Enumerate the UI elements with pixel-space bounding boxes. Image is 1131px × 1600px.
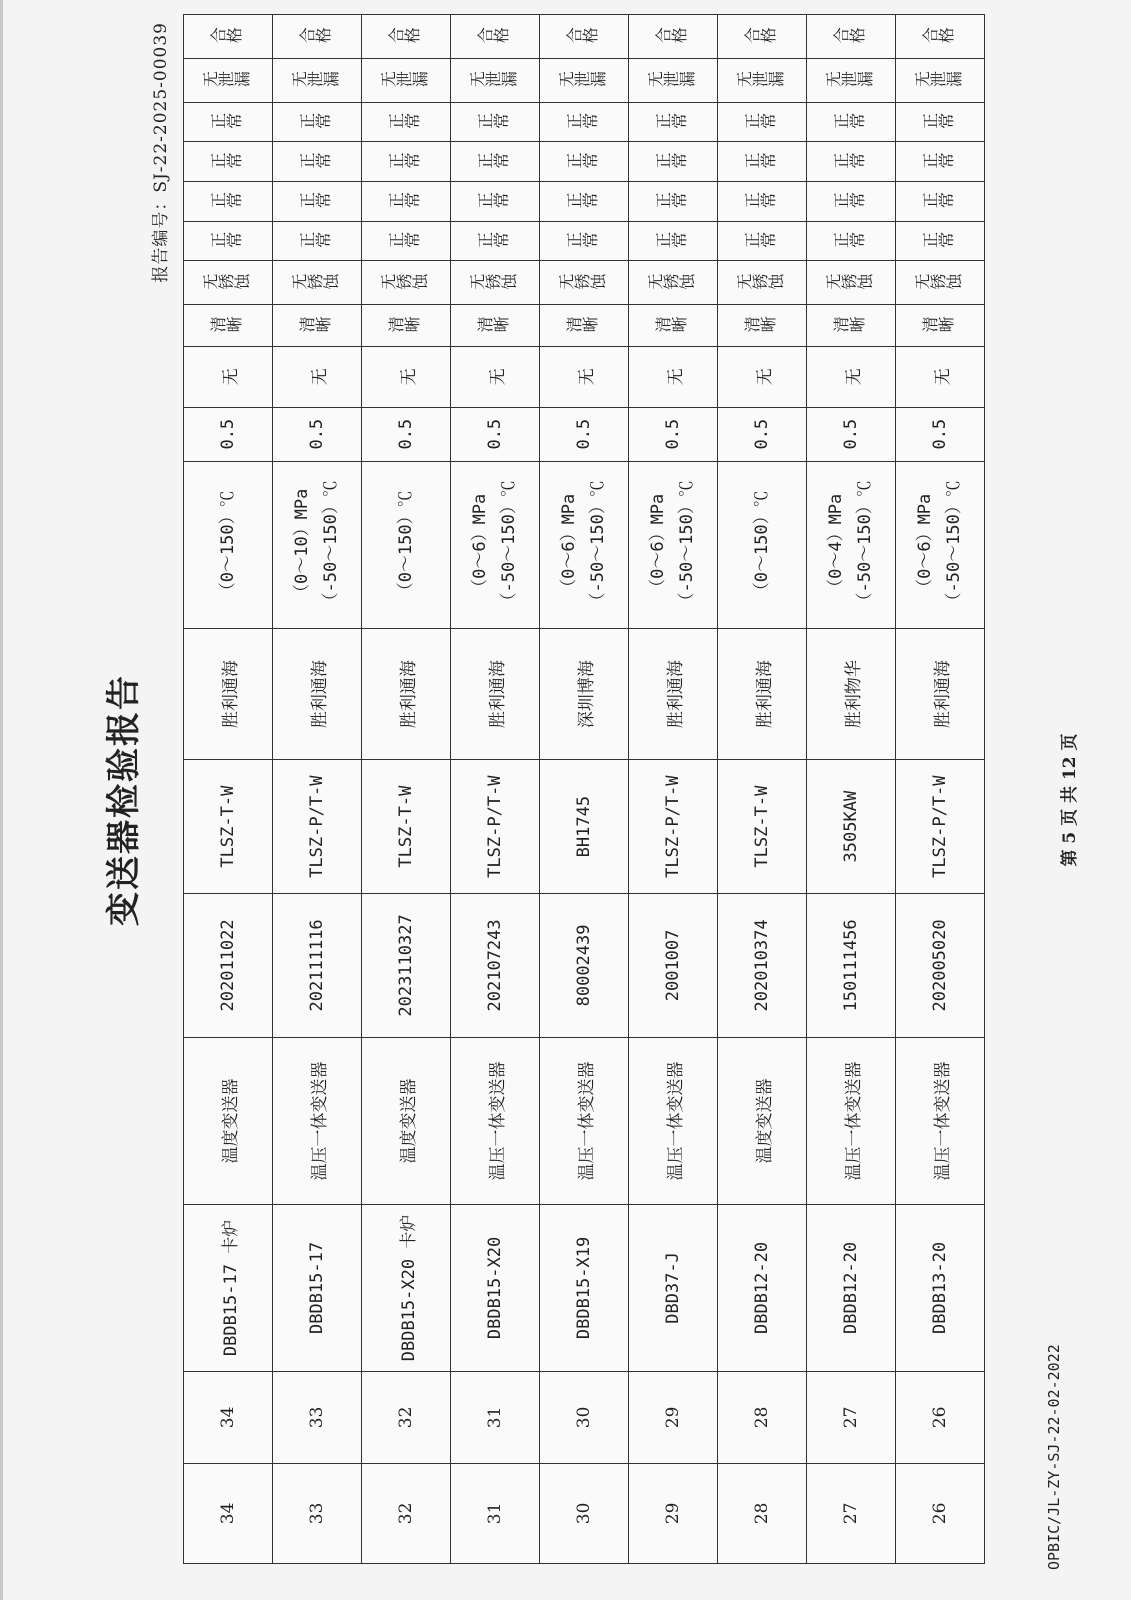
cell-c8	[184, 58, 273, 102]
cell-model: BH1745	[540, 760, 629, 894]
cell-c7	[807, 102, 896, 142]
cell-no_a: 26	[896, 1463, 985, 1563]
range-line: （0～10）MPa	[292, 488, 313, 602]
cell-text: 无泄漏	[468, 70, 517, 90]
cell-c2	[896, 305, 985, 347]
cell-c2	[540, 305, 629, 347]
cell-c8	[540, 58, 629, 102]
cell-range	[540, 461, 629, 628]
cell-text: 合格	[743, 26, 776, 46]
cell-c3	[629, 261, 718, 305]
page-number: 第 5 页 共 12 页	[1060, 733, 1080, 867]
cell-name: 温压一体变送器	[451, 1037, 540, 1204]
cell-text: 清晰	[832, 315, 865, 335]
table-row	[896, 15, 985, 1564]
cell-c9	[807, 15, 896, 59]
cell-c7	[629, 102, 718, 142]
cell-no_b: 26	[896, 1371, 985, 1463]
cell-text: 正常	[209, 191, 242, 211]
cell-model: TLSZ-P/T-W	[273, 760, 362, 894]
cell-model: 3505KAW	[807, 760, 896, 894]
cell-accuracy: 0.5	[184, 407, 273, 461]
cell-text: 无泄漏	[557, 70, 606, 90]
cell-text: 正常	[832, 152, 865, 171]
cell-text: 无锈蚀	[646, 273, 695, 293]
cell-text: 正常	[654, 112, 687, 132]
cell-c5	[273, 182, 362, 222]
range-line: （-50～150）℃	[855, 480, 875, 610]
cell-c7	[718, 102, 807, 142]
cell-c7	[540, 102, 629, 142]
cell-c6	[807, 142, 896, 182]
cell-text: 正常	[654, 191, 687, 211]
cell-text: 正常	[476, 112, 509, 132]
cell-model: TLSZ-P/T-W	[896, 760, 985, 894]
cell-text: 无泄漏	[201, 70, 250, 90]
cell-text: 正常	[654, 231, 687, 251]
cell-text: 无锈蚀	[735, 273, 784, 293]
cell-text: 正常	[209, 152, 242, 171]
cell-text: 清晰	[387, 315, 420, 335]
table-row	[184, 15, 273, 1564]
cell-maker: 胜利通海	[629, 628, 718, 760]
range-line: （0～6）MPa	[470, 493, 491, 596]
cell-model: TLSZ-T-W	[184, 760, 273, 894]
cell-no_b: 33	[273, 1371, 362, 1463]
cell-c4	[629, 221, 718, 261]
cell-text: 无泄漏	[646, 70, 695, 90]
cell-text: 正常	[298, 231, 331, 251]
cell-c6	[362, 142, 451, 182]
cell-c5	[896, 182, 985, 222]
cell-no_a: 27	[807, 1463, 896, 1563]
cell-c1: 无	[451, 347, 540, 408]
cell-serial: 202010374	[718, 893, 807, 1037]
cell-c9	[451, 15, 540, 59]
cell-c6	[540, 142, 629, 182]
cell-range	[451, 461, 540, 628]
cell-c3	[718, 261, 807, 305]
cell-name: 温度变送器	[362, 1037, 451, 1204]
cell-no_a: 30	[540, 1463, 629, 1563]
cell-c3	[273, 261, 362, 305]
cell-c9	[362, 15, 451, 59]
range-line: （0～6）MPa	[648, 493, 669, 596]
cell-serial: 2023110327	[362, 893, 451, 1037]
cell-range	[629, 461, 718, 628]
cell-c1: 无	[629, 347, 718, 408]
cell-tag: DBDB13-20	[896, 1204, 985, 1371]
cell-serial: 202107243	[451, 893, 540, 1037]
cell-c1: 无	[362, 347, 451, 408]
range-line: （-50～150）℃	[944, 480, 964, 610]
cell-no_a: 28	[718, 1463, 807, 1563]
cell-serial: 202011022	[184, 893, 273, 1037]
cell-c8	[273, 58, 362, 102]
cell-c2	[629, 305, 718, 347]
cell-c9	[540, 15, 629, 59]
report-number: 报告编号：SJ-22-2025-00039	[151, 22, 171, 283]
cell-c4	[896, 221, 985, 261]
cell-maker: 胜利通海	[362, 628, 451, 760]
cell-model: TLSZ-P/T-W	[629, 760, 718, 894]
table-row	[629, 15, 718, 1564]
cell-c6	[451, 142, 540, 182]
range-line: （-50～150）℃	[588, 480, 608, 610]
cell-c5	[807, 182, 896, 222]
cell-text: 无锈蚀	[824, 273, 873, 293]
cell-c5	[451, 182, 540, 222]
cell-c6	[896, 142, 985, 182]
cell-accuracy: 0.5	[629, 407, 718, 461]
cell-accuracy: 0.5	[451, 407, 540, 461]
cell-no_b: 27	[807, 1371, 896, 1463]
cell-text: 正常	[743, 152, 776, 171]
cell-name: 温压一体变送器	[896, 1037, 985, 1204]
cell-text: 无锈蚀	[913, 273, 962, 293]
cell-c8	[718, 58, 807, 102]
cell-text: 正常	[921, 152, 954, 171]
cell-text: 正常	[476, 231, 509, 251]
cell-text: 无锈蚀	[379, 273, 428, 293]
cell-c1: 无	[540, 347, 629, 408]
cell-c5	[184, 182, 273, 222]
cell-text: 正常	[565, 112, 598, 132]
cell-text: 清晰	[565, 315, 598, 335]
cell-c5	[629, 182, 718, 222]
cell-text: 正常	[565, 191, 598, 211]
cell-maker: 胜利通海	[451, 628, 540, 760]
cell-c2	[807, 305, 896, 347]
cell-c2	[273, 305, 362, 347]
cell-text: 正常	[209, 231, 242, 251]
cell-text: 正常	[298, 112, 331, 132]
cell-text: 无锈蚀	[201, 273, 250, 293]
cell-c6	[273, 142, 362, 182]
range-line: （-50～150）℃	[499, 480, 519, 610]
table-row	[807, 15, 896, 1564]
cell-c2	[718, 305, 807, 347]
cell-text: 无泄漏	[913, 70, 962, 90]
cell-model: TLSZ-P/T-W	[451, 760, 540, 894]
cell-accuracy: 0.5	[807, 407, 896, 461]
cell-tag: DBDB15-X20 卡炉	[362, 1204, 451, 1371]
range-line: （0～150）℃	[395, 490, 416, 600]
cell-text: 合格	[832, 26, 865, 46]
cell-text: 正常	[387, 112, 420, 132]
cell-c9	[718, 15, 807, 59]
cell-text: 正常	[743, 231, 776, 251]
cell-no_a: 34	[184, 1463, 273, 1563]
range-line: （0～6）MPa	[915, 493, 936, 596]
cell-no_b: 28	[718, 1371, 807, 1463]
range-line: （0～6）MPa	[559, 493, 580, 596]
cell-no_b: 32	[362, 1371, 451, 1463]
cell-no_b: 30	[540, 1371, 629, 1463]
cell-name: 温度变送器	[718, 1037, 807, 1204]
cell-text: 正常	[743, 112, 776, 132]
cell-text: 清晰	[209, 315, 242, 335]
cell-text: 正常	[476, 152, 509, 171]
cell-no_b: 34	[184, 1371, 273, 1463]
cell-accuracy: 0.5	[540, 407, 629, 461]
cell-text: 清晰	[743, 315, 776, 335]
cell-text: 合格	[654, 26, 687, 46]
cell-c4	[807, 221, 896, 261]
cell-no_b: 31	[451, 1371, 540, 1463]
page-title: 变送器检验报告	[104, 674, 144, 926]
cell-c3	[807, 261, 896, 305]
cell-tag: DBDB15-17	[273, 1204, 362, 1371]
cell-c5	[362, 182, 451, 222]
cell-text: 正常	[476, 191, 509, 211]
cell-text: 正常	[565, 152, 598, 171]
cell-text: 合格	[565, 26, 598, 46]
cell-model: TLSZ-T-W	[362, 760, 451, 894]
cell-c3	[184, 261, 273, 305]
cell-text: 清晰	[298, 315, 331, 335]
cell-text: 正常	[298, 191, 331, 211]
cell-text: 清晰	[921, 315, 954, 335]
cell-text: 正常	[565, 231, 598, 251]
table-row	[273, 15, 362, 1564]
cell-range	[807, 461, 896, 628]
range-line: （-50～150）℃	[321, 480, 341, 610]
cell-c4	[362, 221, 451, 261]
cell-no_a: 33	[273, 1463, 362, 1563]
cell-c9	[629, 15, 718, 59]
cell-name: 温压一体变送器	[540, 1037, 629, 1204]
cell-c5	[718, 182, 807, 222]
cell-text: 正常	[921, 112, 954, 132]
cell-c3	[896, 261, 985, 305]
cell-serial: 202005020	[896, 893, 985, 1037]
cell-text: 无锈蚀	[468, 273, 517, 293]
cell-name: 温压一体变送器	[629, 1037, 718, 1204]
cell-range	[184, 461, 273, 628]
cell-maker: 胜利物华	[807, 628, 896, 760]
cell-tag: DBDB12-20	[807, 1204, 896, 1371]
cell-accuracy: 0.5	[362, 407, 451, 461]
cell-c2	[184, 305, 273, 347]
cell-accuracy: 0.5	[718, 407, 807, 461]
cell-c8	[629, 58, 718, 102]
cell-accuracy: 0.5	[896, 407, 985, 461]
cell-c9	[896, 15, 985, 59]
cell-c8	[896, 58, 985, 102]
cell-c7	[451, 102, 540, 142]
cell-serial: 80002439	[540, 893, 629, 1037]
cell-no_a: 32	[362, 1463, 451, 1563]
cell-c7	[273, 102, 362, 142]
cell-maker: 深圳博海	[540, 628, 629, 760]
cell-text: 无泄漏	[379, 70, 428, 90]
cell-text: 正常	[209, 112, 242, 132]
cell-text: 合格	[387, 26, 420, 46]
cell-name: 温度变送器	[184, 1037, 273, 1204]
document-code: OPBIC/JL-ZY-SJ-22-02-2022	[1045, 1344, 1063, 1570]
cell-text: 清晰	[476, 315, 509, 335]
cell-name: 温压一体变送器	[273, 1037, 362, 1204]
table-row	[540, 15, 629, 1564]
cell-text: 正常	[921, 191, 954, 211]
cell-range	[273, 461, 362, 628]
cell-text: 正常	[832, 112, 865, 132]
cell-c4	[273, 221, 362, 261]
cell-text: 无锈蚀	[290, 273, 339, 293]
range-line: （0～4）MPa	[826, 493, 847, 596]
cell-text: 合格	[921, 26, 954, 46]
cell-c3	[362, 261, 451, 305]
cell-c6	[718, 142, 807, 182]
cell-c6	[184, 142, 273, 182]
cell-range	[718, 461, 807, 628]
cell-text: 正常	[832, 231, 865, 251]
cell-c7	[896, 102, 985, 142]
cell-tag: DBDB15-17 卡炉	[184, 1204, 273, 1371]
cell-text: 正常	[832, 191, 865, 211]
cell-tag: DBDB15-X20	[451, 1204, 540, 1371]
cell-c7	[362, 102, 451, 142]
cell-c1: 无	[184, 347, 273, 408]
cell-tag: DBDB15-X19	[540, 1204, 629, 1371]
cell-range	[896, 461, 985, 628]
cell-c3	[451, 261, 540, 305]
cell-no_b: 29	[629, 1371, 718, 1463]
cell-text: 正常	[921, 231, 954, 251]
cell-text: 合格	[209, 26, 242, 46]
cell-c9	[184, 15, 273, 59]
cell-maker: 胜利通海	[273, 628, 362, 760]
cell-text: 无泄漏	[290, 70, 339, 90]
cell-maker: 胜利通海	[718, 628, 807, 760]
cell-no_a: 31	[451, 1463, 540, 1563]
cell-c8	[362, 58, 451, 102]
cell-serial: 2001007	[629, 893, 718, 1037]
cell-c4	[184, 221, 273, 261]
range-line: （0～150）℃	[217, 490, 238, 600]
cell-text: 正常	[298, 152, 331, 171]
cell-text: 清晰	[654, 315, 687, 335]
table-row	[718, 15, 807, 1564]
range-line: （0～150）℃	[751, 490, 772, 600]
cell-name: 温压一体变送器	[807, 1037, 896, 1204]
cell-text: 无泄漏	[824, 70, 873, 90]
inspection-table	[183, 14, 985, 1564]
cell-model: TLSZ-T-W	[718, 760, 807, 894]
cell-text: 合格	[298, 26, 331, 46]
cell-no_a: 29	[629, 1463, 718, 1563]
table-body	[184, 15, 985, 1564]
cell-text: 正常	[387, 152, 420, 171]
cell-serial: 150111456	[807, 893, 896, 1037]
cell-text: 无锈蚀	[557, 273, 606, 293]
cell-tag: DBD37-J	[629, 1204, 718, 1371]
cell-c3	[540, 261, 629, 305]
cell-c1: 无	[896, 347, 985, 408]
cell-c1: 无	[718, 347, 807, 408]
table-row	[362, 15, 451, 1564]
range-line: （-50～150）℃	[677, 480, 697, 610]
cell-c8	[807, 58, 896, 102]
cell-text: 正常	[654, 152, 687, 171]
cell-c9	[273, 15, 362, 59]
cell-text: 无泄漏	[735, 70, 784, 90]
cell-c7	[184, 102, 273, 142]
cell-c5	[540, 182, 629, 222]
cell-c4	[540, 221, 629, 261]
cell-c4	[718, 221, 807, 261]
cell-c6	[629, 142, 718, 182]
cell-tag: DBDB12-20	[718, 1204, 807, 1371]
cell-c8	[451, 58, 540, 102]
cell-accuracy: 0.5	[273, 407, 362, 461]
cell-range	[362, 461, 451, 628]
cell-maker: 胜利通海	[896, 628, 985, 760]
table-row	[451, 15, 540, 1564]
cell-c4	[451, 221, 540, 261]
cell-c1: 无	[273, 347, 362, 408]
cell-text: 正常	[743, 191, 776, 211]
cell-text: 正常	[387, 231, 420, 251]
cell-c2	[362, 305, 451, 347]
cell-c1: 无	[807, 347, 896, 408]
cell-text: 合格	[476, 26, 509, 46]
cell-maker: 胜利通海	[184, 628, 273, 760]
cell-serial: 202111116	[273, 893, 362, 1037]
cell-text: 正常	[387, 191, 420, 211]
cell-c2	[451, 305, 540, 347]
